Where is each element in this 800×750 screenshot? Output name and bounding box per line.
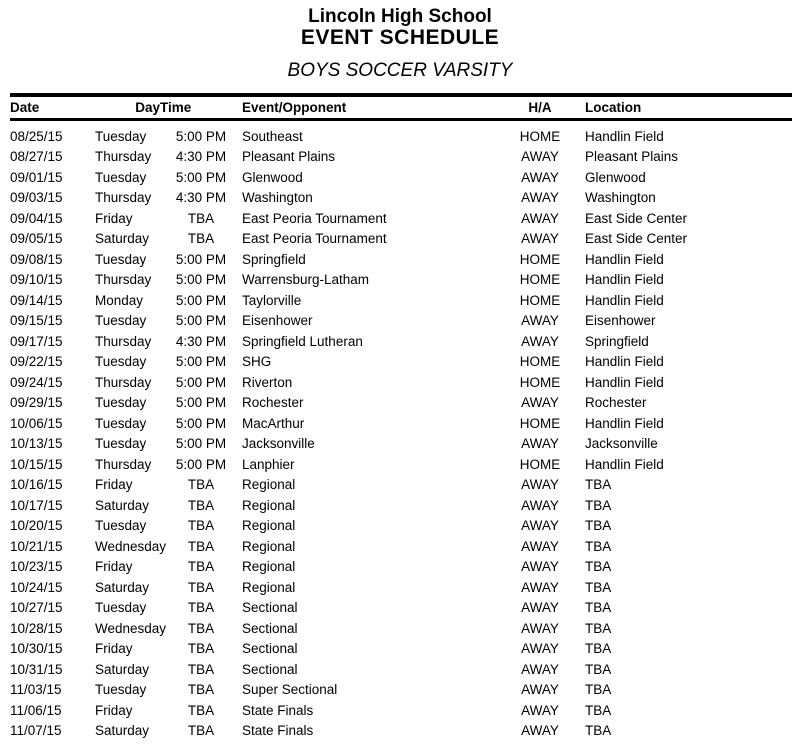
cell-date: 10/20/15: [10, 518, 63, 534]
cell-location: TBA: [585, 559, 612, 575]
cell-event: East Peoria Tournament: [242, 210, 387, 226]
table-row: [10, 120, 792, 147]
cell-ha: HOME: [519, 272, 561, 288]
cell-day: Monday: [95, 292, 144, 308]
table-row: [10, 352, 792, 373]
school-name: Lincoln High School: [308, 6, 492, 27]
cell-ha: AWAY: [521, 723, 559, 739]
cell-time: TBA: [187, 682, 215, 698]
cell-ha: HOME: [519, 292, 561, 308]
cell-time: 4:30 PM: [175, 333, 227, 349]
cell-event: Glenwood: [242, 169, 303, 185]
cell-day: Tuesday: [95, 600, 147, 616]
cell-location: Pleasant Plains: [585, 149, 679, 165]
column-header-day: Day: [95, 95, 160, 120]
cell-time: TBA: [187, 210, 215, 226]
cell-time: 5:00 PM: [175, 313, 227, 329]
table-row: [10, 331, 792, 352]
cell-location: TBA: [585, 620, 612, 636]
cell-ha: AWAY: [521, 579, 559, 595]
table-row: [10, 618, 792, 639]
cell-event: East Peoria Tournament: [242, 231, 387, 247]
table-row: [10, 598, 792, 619]
cell-event: SHG: [242, 354, 272, 370]
cell-time: 4:30 PM: [175, 190, 227, 206]
cell-location: TBA: [585, 682, 612, 698]
cell-day: Thursday: [95, 333, 152, 349]
cell-location: Handlin Field: [585, 354, 664, 370]
cell-day: Saturday: [95, 661, 150, 677]
cell-time: TBA: [187, 620, 215, 636]
cell-time: TBA: [187, 518, 215, 534]
cell-day: Tuesday: [95, 313, 147, 329]
cell-ha: HOME: [519, 456, 561, 472]
table-row: [10, 311, 792, 332]
cell-event: Taylorville: [242, 292, 302, 308]
table-row: [10, 434, 792, 455]
team-subtitle: BOYS SOCCER VARSITY: [287, 60, 513, 81]
table-row: [10, 495, 792, 516]
cell-day: Saturday: [95, 579, 150, 595]
cell-location: Jacksonville: [585, 436, 658, 452]
cell-ha: AWAY: [521, 149, 559, 165]
cell-time: 5:00 PM: [175, 272, 227, 288]
cell-location: TBA: [585, 477, 612, 493]
cell-date: 09/24/15: [10, 374, 63, 390]
column-header-date: Date: [10, 95, 95, 120]
cell-ha: AWAY: [521, 477, 559, 493]
cell-event: Warrensburg-Latham: [242, 272, 370, 288]
cell-event: MacArthur: [242, 415, 305, 431]
table-row: [10, 721, 792, 742]
cell-day: Wednesday: [95, 620, 167, 636]
column-header-location: Location: [585, 95, 792, 120]
cell-event: Regional: [242, 538, 296, 554]
table-row: [10, 557, 792, 578]
cell-time: 5:00 PM: [175, 374, 227, 390]
cell-time: TBA: [187, 702, 215, 718]
cell-time: 5:00 PM: [175, 415, 227, 431]
cell-time: TBA: [187, 579, 215, 595]
cell-location: Glenwood: [585, 169, 646, 185]
cell-time: TBA: [187, 559, 215, 575]
cell-location: TBA: [585, 702, 612, 718]
cell-event: Sectional: [242, 661, 298, 677]
cell-location: TBA: [585, 600, 612, 616]
cell-location: TBA: [585, 497, 612, 513]
cell-ha: HOME: [519, 251, 561, 267]
cell-event: Springfield Lutheran: [242, 333, 363, 349]
cell-ha: AWAY: [521, 682, 559, 698]
cell-event: Super Sectional: [242, 682, 338, 698]
cell-date: 11/06/15: [10, 702, 62, 718]
cell-day: Tuesday: [95, 354, 147, 370]
column-header-event: Event/Opponent: [242, 95, 495, 120]
cell-location: Rochester: [585, 395, 647, 411]
cell-date: 09/04/15: [10, 210, 63, 226]
cell-date: 09/29/15: [10, 395, 63, 411]
cell-event: Springfield: [242, 251, 306, 267]
cell-day: Thursday: [95, 374, 152, 390]
cell-date: 10/24/15: [10, 579, 63, 595]
cell-ha: AWAY: [521, 702, 559, 718]
schedule-table-body: [10, 120, 792, 742]
cell-date: 10/23/15: [10, 559, 63, 575]
cell-event: Pleasant Plains: [242, 149, 336, 165]
cell-location: East Side Center: [585, 210, 688, 226]
cell-location: Springfield: [585, 333, 649, 349]
cell-location: TBA: [585, 538, 612, 554]
cell-event: Rochester: [242, 395, 304, 411]
cell-date: 11/03/15: [10, 682, 62, 698]
cell-day: Thursday: [95, 272, 152, 288]
cell-location: Handlin Field: [585, 374, 664, 390]
cell-day: Thursday: [95, 190, 152, 206]
cell-date: 10/28/15: [10, 620, 63, 636]
cell-day: Tuesday: [95, 395, 147, 411]
cell-date: 10/15/15: [10, 456, 63, 472]
cell-date: 10/30/15: [10, 641, 63, 657]
cell-event: Regional: [242, 477, 296, 493]
cell-day: Tuesday: [95, 251, 147, 267]
cell-day: Friday: [95, 559, 133, 575]
schedule-table: [10, 93, 792, 741]
cell-ha: AWAY: [521, 497, 559, 513]
cell-location: Handlin Field: [585, 415, 664, 431]
cell-event: Jacksonville: [242, 436, 315, 452]
cell-day: Friday: [95, 702, 133, 718]
cell-day: Tuesday: [95, 169, 147, 185]
cell-ha: AWAY: [521, 641, 559, 657]
table-row: [10, 229, 792, 250]
cell-location: Handlin Field: [585, 456, 664, 472]
cell-time: TBA: [187, 600, 215, 616]
cell-event: Regional: [242, 518, 296, 534]
cell-ha: AWAY: [521, 661, 559, 677]
cell-time: TBA: [187, 231, 215, 247]
cell-time: TBA: [187, 497, 215, 513]
table-row: [10, 680, 792, 701]
cell-location: Washington: [585, 190, 656, 206]
cell-ha: AWAY: [521, 313, 559, 329]
cell-date: 09/10/15: [10, 272, 63, 288]
cell-location: Handlin Field: [585, 272, 664, 288]
cell-ha: HOME: [519, 415, 561, 431]
cell-event: Sectional: [242, 600, 298, 616]
cell-day: Friday: [95, 477, 133, 493]
table-row: [10, 208, 792, 229]
cell-time: 5:00 PM: [175, 169, 227, 185]
document-header: [0, 6, 800, 81]
cell-date: 08/27/15: [10, 149, 63, 165]
cell-date: 10/27/15: [10, 600, 63, 616]
cell-time: 5:00 PM: [175, 395, 227, 411]
cell-event: Sectional: [242, 620, 298, 636]
cell-event: Regional: [242, 559, 296, 575]
table-row: [10, 393, 792, 414]
cell-date: 10/21/15: [10, 538, 63, 554]
cell-location: Handlin Field: [585, 251, 664, 267]
cell-time: TBA: [187, 723, 215, 739]
cell-location: TBA: [585, 723, 612, 739]
cell-event: Washington: [242, 190, 313, 206]
cell-ha: AWAY: [521, 600, 559, 616]
table-row: [10, 536, 792, 557]
cell-event: Regional: [242, 579, 296, 595]
cell-date: 10/13/15: [10, 436, 63, 452]
cell-time: 4:30 PM: [175, 149, 227, 165]
table-row: [10, 167, 792, 188]
cell-date: 09/15/15: [10, 313, 63, 329]
cell-event: Regional: [242, 497, 296, 513]
table-row: [10, 700, 792, 721]
cell-time: 5:00 PM: [175, 436, 227, 452]
cell-time: TBA: [187, 477, 215, 493]
cell-event: Southeast: [242, 128, 303, 144]
cell-date: 08/25/15: [10, 128, 63, 144]
cell-day: Wednesday: [95, 538, 167, 554]
cell-ha: HOME: [519, 374, 561, 390]
cell-ha: AWAY: [521, 518, 559, 534]
cell-time: TBA: [187, 641, 215, 657]
cell-location: TBA: [585, 579, 612, 595]
cell-time: TBA: [187, 661, 215, 677]
cell-time: 5:00 PM: [175, 251, 227, 267]
cell-date: 10/31/15: [10, 661, 63, 677]
cell-time: 5:00 PM: [175, 292, 227, 308]
cell-date: 09/03/15: [10, 190, 63, 206]
cell-location: TBA: [585, 661, 612, 677]
table-row: [10, 639, 792, 660]
cell-date: 09/05/15: [10, 231, 63, 247]
cell-day: Tuesday: [95, 682, 147, 698]
cell-ha: AWAY: [521, 333, 559, 349]
cell-date: 09/01/15: [10, 169, 63, 185]
cell-location: East Side Center: [585, 231, 688, 247]
cell-ha: AWAY: [521, 620, 559, 636]
cell-date: 10/06/15: [10, 415, 63, 431]
cell-day: Friday: [95, 210, 133, 226]
cell-ha: AWAY: [521, 169, 559, 185]
column-header-time: Time: [160, 95, 242, 120]
table-row: [10, 188, 792, 209]
cell-day: Thursday: [95, 149, 152, 165]
table-row: [10, 475, 792, 496]
cell-ha: AWAY: [521, 559, 559, 575]
cell-day: Tuesday: [95, 518, 147, 534]
cell-time: TBA: [187, 538, 215, 554]
cell-location: TBA: [585, 641, 612, 657]
cell-ha: HOME: [519, 354, 561, 370]
table-row: [10, 290, 792, 311]
cell-date: 09/22/15: [10, 354, 63, 370]
table-row: [10, 372, 792, 393]
cell-location: Handlin Field: [585, 292, 664, 308]
cell-date: 10/16/15: [10, 477, 63, 493]
table-row: [10, 413, 792, 434]
cell-day: Thursday: [95, 456, 152, 472]
cell-ha: HOME: [519, 128, 561, 144]
table-row: [10, 659, 792, 680]
table-row: [10, 577, 792, 598]
cell-time: 5:00 PM: [175, 354, 227, 370]
cell-day: Tuesday: [95, 415, 147, 431]
cell-time: 5:00 PM: [175, 456, 227, 472]
cell-ha: AWAY: [521, 538, 559, 554]
cell-ha: AWAY: [521, 436, 559, 452]
document-title: EVENT SCHEDULE: [300, 26, 500, 49]
table-row: [10, 147, 792, 168]
cell-event: Sectional: [242, 641, 298, 657]
cell-location: Eisenhower: [585, 313, 656, 329]
table-row: [10, 454, 792, 475]
cell-event: Lanphier: [242, 456, 295, 472]
schedule-table-header: [10, 95, 792, 120]
cell-ha: AWAY: [521, 231, 559, 247]
cell-ha: AWAY: [521, 190, 559, 206]
cell-event: Eisenhower: [242, 313, 313, 329]
cell-date: 09/08/15: [10, 251, 63, 267]
cell-day: Saturday: [95, 723, 150, 739]
cell-day: Tuesday: [95, 128, 147, 144]
cell-location: Handlin Field: [585, 128, 664, 144]
cell-date: 09/17/15: [10, 333, 63, 349]
cell-event: Riverton: [242, 374, 293, 390]
header-row: [10, 95, 792, 120]
cell-ha: AWAY: [521, 395, 559, 411]
cell-date: 09/14/15: [10, 292, 63, 308]
cell-date: 10/17/15: [10, 497, 63, 513]
cell-event: State Finals: [242, 723, 314, 739]
cell-event: State Finals: [242, 702, 314, 718]
table-row: [10, 249, 792, 270]
cell-day: Tuesday: [95, 436, 147, 452]
cell-day: Friday: [95, 641, 133, 657]
column-header-ha: H/A: [495, 95, 585, 120]
cell-day: Saturday: [95, 231, 150, 247]
table-row: [10, 516, 792, 537]
cell-time: 5:00 PM: [175, 128, 227, 144]
cell-ha: AWAY: [521, 210, 559, 226]
cell-date: 11/07/15: [10, 723, 62, 739]
table-row: [10, 270, 792, 291]
cell-location: TBA: [585, 518, 612, 534]
cell-day: Saturday: [95, 497, 150, 513]
